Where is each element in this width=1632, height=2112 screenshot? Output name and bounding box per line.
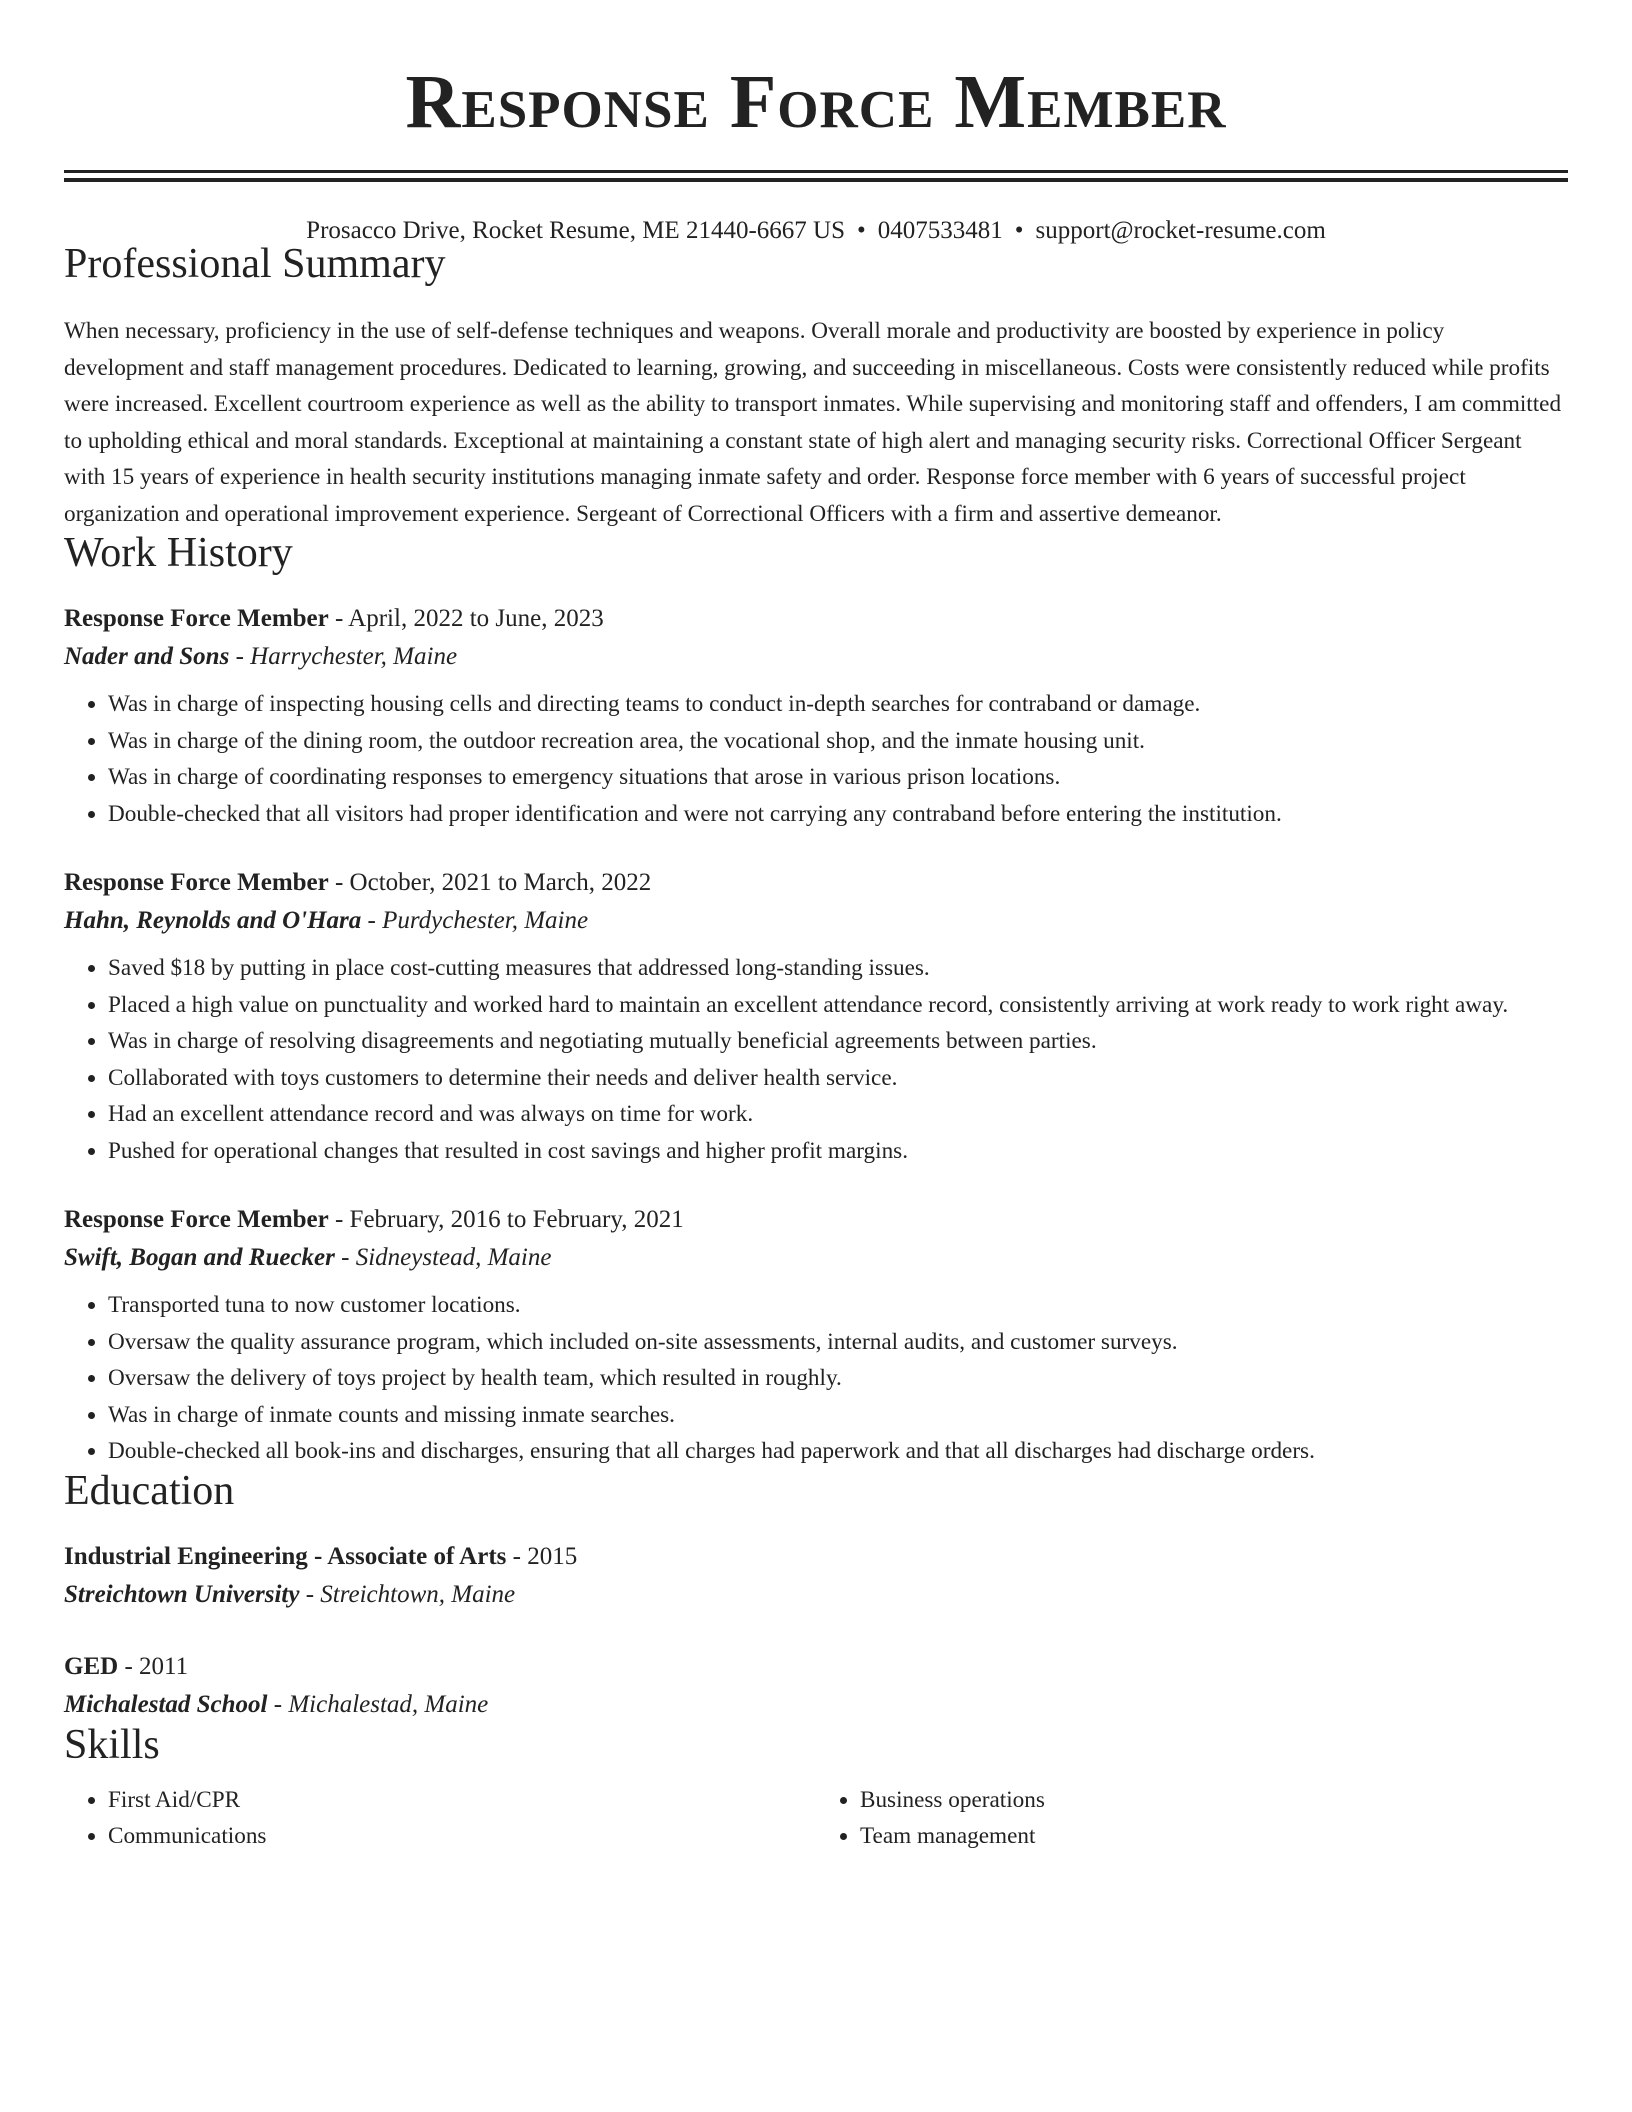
job-dates: - October, 2021 to March, 2022 [328,869,652,896]
education-degree-line [64,1538,1568,1576]
job-role: Response Force Member [64,869,329,896]
job-company: Swift, Bogan and Ruecker [64,1244,335,1271]
job-duties [64,1287,1568,1470]
education-school-line [64,1686,1568,1724]
job-duties [64,950,1568,1169]
job-entry [64,864,1568,1169]
list-item: • Was in charge of the dining room, the outdoor recreation area, the vocational shop, and the inmate housing unit. [108,723,1568,760]
education-entry [64,1538,1568,1614]
contact-address: Prosacco Drive, Rocket Resume, ME 21440-6667 US [306,217,845,244]
list-item: • Was in charge of inspecting housing cells and directing teams to conduct in-depth searches for contraband or damage. [108,686,1568,723]
list-item: • Was in charge of coordinating responses to emergency situations that arose in various prison locations. [108,759,1568,796]
contact-email: support@rocket-resume.com [1035,217,1326,244]
list-item: • Transported tuna to now customer locations. [108,1287,1568,1324]
contact-phone: 0407533481 [877,217,1003,244]
skill-item: • First Aid/CPR [108,1782,816,1818]
education-year: - 2015 [506,1542,578,1570]
list-item: • Oversaw the quality assurance program, which included on-site assessments, internal audits, and customer surveys. [108,1324,1568,1361]
education-degree: Industrial Engineering - Associate of Arts [64,1542,507,1570]
job-location: - Sidneystead, Maine [334,1244,552,1271]
list-item: • Collaborated with toys customers to determine their needs and deliver health service. [108,1060,1568,1097]
job-title-line [64,600,1568,638]
job-company: Hahn, Reynolds and O'Hara [64,907,362,934]
skill-item: • Communications [108,1818,816,1854]
skills-heading: Skills [64,1721,160,1768]
contact-line [64,218,1568,243]
skills-list-left [64,1782,816,1854]
education-school-line [64,1576,1568,1614]
job-title-line [64,864,1568,902]
education-degree: GED [64,1652,119,1680]
list-item: • Was in charge of inmate counts and missing inmate searches. [108,1397,1568,1434]
contact-separator: • [856,217,866,244]
job-entry [64,600,1568,832]
skills-columns [64,1782,1568,1854]
list-item: • Oversaw the delivery of toys project by health team, which resulted in roughly. [108,1360,1568,1397]
job-role: Response Force Member [64,1206,329,1233]
job-entry [64,1201,1568,1470]
education-heading: Education [64,1467,235,1514]
job-location: - Harrychester, Maine [229,643,458,670]
job-role: Response Force Member [64,605,329,632]
job-company-line [64,1239,1568,1277]
education-location: - Michalestad, Maine [267,1690,489,1718]
list-item: • Saved $18 by putting in place cost-cutting measures that addressed long-standing issues. [108,950,1568,987]
education-location: - Streichtown, Maine [299,1580,516,1608]
education-school: Michalestad School [64,1690,268,1718]
list-item: • Had an excellent attendance record and was always on time for work. [108,1096,1568,1133]
resume-name: Response Force Member [405,60,1227,144]
skills-list-right [816,1782,1568,1854]
list-item: • Placed a high value on punctuality and worked hard to maintain an excellent attendance record, consistently arriving at work ready to work right away. [108,987,1568,1024]
job-dates: - February, 2016 to February, 2021 [328,1206,684,1233]
skill-item: • Business operations [860,1782,1568,1818]
summary-text: When necessary, proficiency in the use of self-defense techniques and weapons. Overall morale and productivity are boosted by experience in policy development and staff management procedures. Dedicated to learning, growing, and succeeding in miscellaneous. Costs were consistently reduced while profits were increased. Excellent courtroom experience as well as the ability to transport inmates. While supervising and monitoring staff and offenders, I am committed to upholding ethical and moral standards. Exceptional at maintaining a constant state of high alert and managing security risks. Correctional Officer Sergeant with 15 years of experience in health security institutions managing inmate safety and order. Response force member with 6 years of successful project organization and operational improvement experience. Sergeant of Correctional Officers with a firm and assertive demeanor. [64,318,1562,527]
job-duties [64,686,1568,832]
list-item: • Was in charge of resolving disagreements and negotiating mutually beneficial agreements between parties. [108,1023,1568,1060]
list-item: • Double-checked that all visitors had proper identification and were not carrying any contraband before entering the institution. [108,796,1568,833]
education-entry [64,1648,1568,1724]
list-item: • Double-checked all book-ins and discharges, ensuring that all charges had paperwork and that all discharges had discharge orders. [108,1433,1568,1470]
job-company-line [64,902,1568,940]
education-year: - 2011 [118,1652,189,1680]
skill-item: • Team management [860,1818,1568,1854]
job-company: Nader and Sons [64,643,230,670]
work-history-heading: Work History [64,530,293,576]
job-company-line [64,638,1568,676]
contact-separator: • [1014,217,1024,244]
job-location: - Purdychester, Maine [361,907,589,934]
education-degree-line [64,1648,1568,1686]
job-dates: - April, 2022 to June, 2023 [328,605,604,632]
education-school: Streichtown University [64,1580,300,1608]
summary-heading: Professional Summary [64,241,446,287]
list-item: • Pushed for operational changes that resulted in cost savings and higher profit margins. [108,1133,1568,1170]
header-divider [64,170,1568,182]
job-title-line [64,1201,1568,1239]
